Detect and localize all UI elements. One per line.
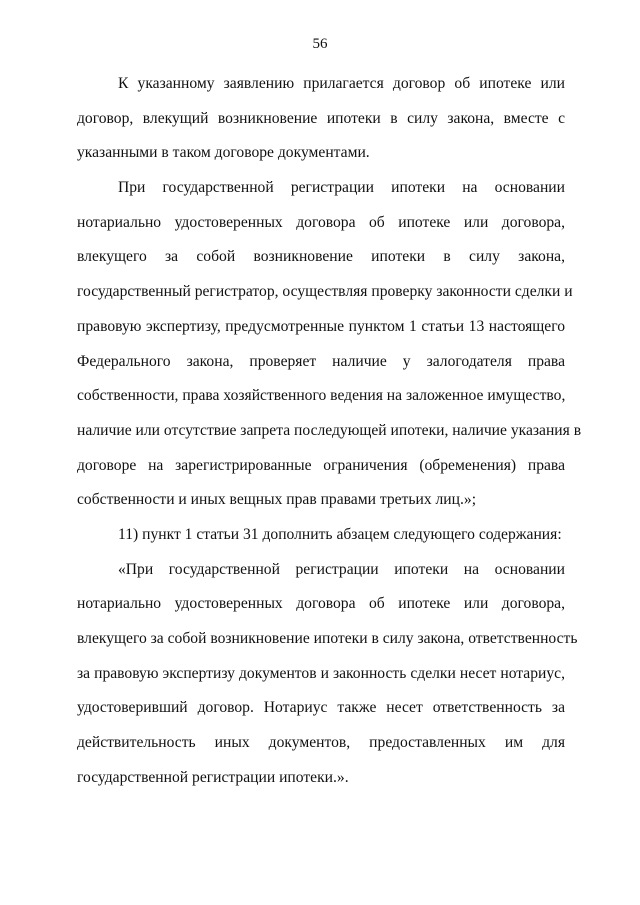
text-line: собственности, права хозяйственного ведения на заложенное имущество, — [77, 387, 566, 405]
paragraph — [77, 67, 565, 171]
text-line: государственный регистратор, осуществляя проверку законности сделки и — [77, 283, 573, 301]
text-line: При государственной регистрации ипотеки на основании — [118, 179, 565, 197]
text-line: за правовую экспертизу документов и законность сделки несет нотариус, — [77, 664, 565, 682]
text-line: 11) пункт 1 статьи 31 дополнить абзацем следующего содержания: — [118, 525, 562, 543]
text-line: договоре на зарегистрированные ограничения (обременения) права — [77, 456, 565, 474]
text-line: Федерального закона, проверяет наличие у залогодателя права — [77, 352, 565, 370]
text-line: правовую экспертизу, предусмотренные пунктом 1 статьи 13 настоящего — [77, 317, 565, 335]
text-line: договор, влекущий возникновение ипотеки в силу закона, вместе с — [77, 109, 565, 127]
text-line: удостоверивший договор. Нотариус также несет ответственность за — [77, 699, 565, 717]
document-body — [77, 67, 582, 795]
text-line: действительность иных документов, предоставленных им для — [77, 734, 565, 752]
text-line: нотариально удостоверенных договора об ипотеке или договора, — [77, 595, 565, 613]
page-number: 56 — [312, 36, 328, 52]
paragraph — [77, 553, 578, 796]
text-line: указанными в таком договоре документами. — [77, 144, 370, 162]
paragraph — [77, 171, 582, 518]
text-line: влекущего за собой возникновение ипотеки в силу закона, — [77, 248, 565, 266]
paragraph — [77, 518, 565, 553]
text-line: «При государственной регистрации ипотеки на основании — [118, 560, 565, 578]
text-line: собственности и иных вещных прав правами третьих лиц.»; — [77, 491, 477, 509]
text-line: государственной регистрации ипотеки.». — [77, 768, 349, 786]
text-line: К указанному заявлению прилагается договор об ипотеке или — [118, 75, 565, 92]
text-line: влекущего за собой возникновение ипотеки в силу закона, ответственность — [77, 630, 578, 647]
text-line: наличие или отсутствие запрета последующей ипотеки, наличие указания в — [77, 421, 582, 439]
text-line: нотариально удостоверенных договора об ипотеке или договора, — [77, 213, 565, 231]
